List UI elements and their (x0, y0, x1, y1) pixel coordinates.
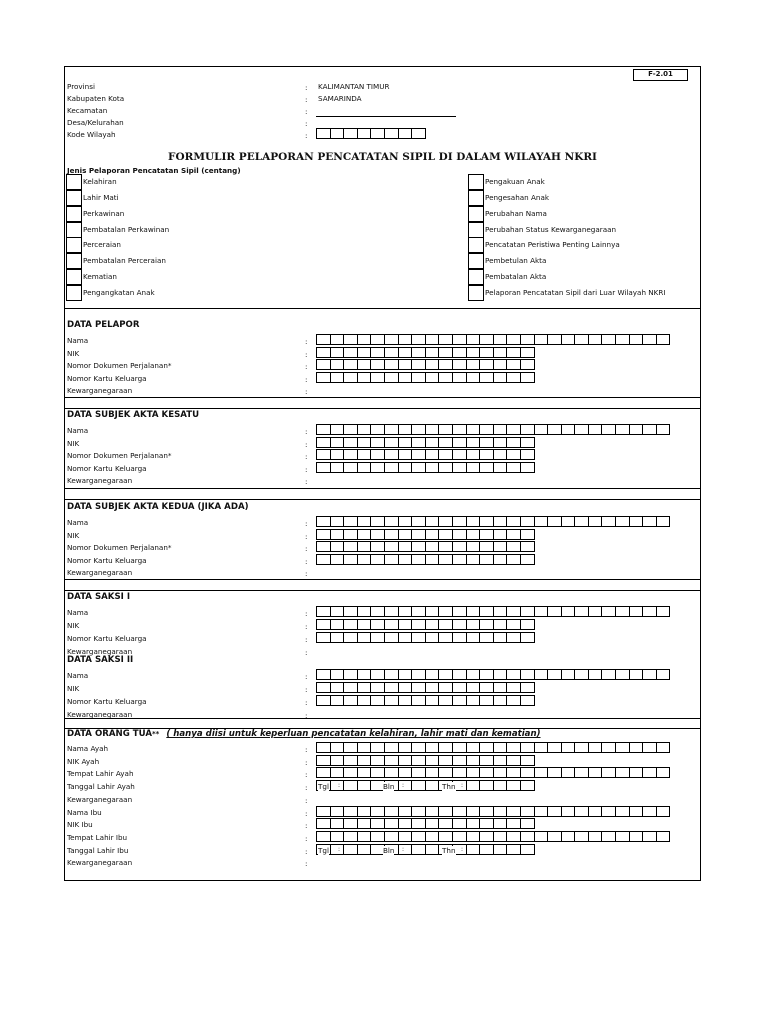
divider (64, 590, 701, 591)
colon: : (305, 808, 308, 818)
kabupaten-value: SAMARINDA (318, 94, 362, 103)
colon: : (305, 337, 308, 346)
saksi1-field-label: Nomor Kartu Keluarga (67, 634, 147, 643)
saksi2-input-2[interactable] (316, 695, 535, 706)
pelapor-field-label: Kewarganegaraan (67, 386, 133, 395)
subjek1-field-label: Nama (67, 426, 89, 435)
colon: : (305, 757, 308, 767)
colon: : (305, 439, 308, 449)
pelapor-field-label: Nomor Kartu Keluarga (67, 373, 147, 383)
ortu-field-label: Nama Ibu (67, 807, 102, 817)
checkbox-left-5[interactable] (66, 253, 82, 269)
jenis-label: Jenis Pelaporan Pencatatan Sipil (centang) (67, 166, 241, 175)
ortu-date-8[interactable] (316, 844, 535, 855)
colon: : (305, 846, 308, 856)
colon: : (305, 609, 308, 618)
pelapor-field-label: Nama (67, 336, 89, 345)
jenis-right-label: Pelaporan Pencatatan Sipil dari Luar Wilayah NKRI (485, 288, 666, 297)
date-sep: : (402, 845, 405, 853)
form-title: FORMULIR PELAPORAN PENCATATAN SIPIL DI DALAM WILAYAH NKRI (168, 151, 597, 163)
saksi1-title: DATA SAKSI I (67, 592, 131, 602)
subjek2-input-1[interactable] (316, 529, 535, 540)
jenis-left-label: Perkawinan (83, 209, 125, 218)
thn-label: Thn (442, 845, 456, 855)
pelapor-input-2[interactable] (316, 359, 535, 370)
saksi1-input-2[interactable] (316, 632, 535, 643)
divider (64, 308, 701, 309)
jenis-left-label: Pembatalan Perkawinan (83, 225, 170, 234)
kode-wilayah-label: Kode Wilayah (67, 130, 116, 139)
ortu-field-label: Tanggal Lahir Ibu (67, 845, 129, 855)
colon: : (305, 387, 308, 396)
jenis-left-label: Pengangkatan Anak (83, 288, 155, 297)
colon: : (305, 477, 308, 486)
provinsi-label: Provinsi (67, 82, 95, 91)
jenis-right-label: Perubahan Status Kewarganegaraan (485, 225, 617, 234)
jenis-left-label: Kematian (83, 272, 117, 281)
checkbox-left-7[interactable] (66, 285, 82, 301)
kecamatan-input[interactable] (316, 116, 456, 117)
colon: : (305, 362, 308, 371)
subjek1-field-label: Kewarganegaraan (67, 476, 133, 485)
ortu-title-mark: ** (152, 730, 160, 738)
colon: : (305, 745, 308, 754)
divider (64, 718, 701, 719)
colon: : (305, 83, 308, 92)
colon: : (305, 711, 308, 720)
checkbox-left-1[interactable] (66, 190, 82, 206)
ortu-title (67, 729, 541, 740)
checkbox-right-5[interactable] (468, 253, 484, 269)
saksi2-field-label: Nomor Kartu Keluarga (67, 697, 147, 706)
saksi1-field-label: NIK (67, 621, 80, 630)
colon: : (305, 556, 308, 566)
jenis-right-label: Pengesahan Anak (485, 193, 550, 202)
kecamatan-label: Kecamatan (67, 106, 108, 115)
tgl-label: Tgl (318, 845, 329, 855)
colon: : (305, 648, 308, 657)
colon: : (305, 131, 308, 140)
colon: : (305, 833, 308, 843)
pelapor-title: DATA PELAPOR (67, 320, 140, 330)
ortu-title-note: ( hanya diisi untuk keperluan pencatatan kelahiran, lahir mati dan kematian) (166, 729, 541, 739)
colon: : (305, 452, 308, 461)
colon: : (305, 569, 308, 578)
ortu-field-label: NIK Ibu (67, 820, 93, 830)
checkbox-right-6[interactable] (468, 269, 484, 285)
checkbox-left-0[interactable] (66, 174, 82, 190)
subjek2-field-label: Nama (67, 518, 89, 527)
pelapor-field-label: NIK (67, 348, 80, 358)
subjek2-field-label: NIK (67, 530, 80, 540)
date-sep: : (338, 845, 341, 853)
pelapor-input-1[interactable] (316, 347, 535, 358)
colon: : (305, 544, 308, 553)
colon: : (305, 821, 308, 831)
colon: : (305, 672, 308, 681)
jenis-right-label: Pembatalan Akta (485, 272, 547, 281)
checkbox-left-2[interactable] (66, 206, 82, 222)
colon: : (305, 119, 308, 128)
ortu-field-label: Tempat Lahir Ayah (67, 769, 134, 779)
form-code: F-2.01 (648, 70, 673, 78)
subjek1-title: DATA SUBJEK AKTA KESATU (67, 410, 200, 420)
date-sep: : (338, 782, 341, 790)
divider (64, 579, 701, 580)
divider (64, 408, 701, 409)
kode-wilayah-cells[interactable] (316, 128, 426, 139)
kabupaten-label: Kabupaten Kota (67, 94, 125, 103)
subjek1-input-0[interactable] (316, 424, 670, 435)
colon: : (305, 349, 308, 359)
ortu-field-label: Nama Ayah (67, 744, 109, 753)
subjek2-field-label: Nomor Kartu Keluarga (67, 555, 147, 565)
subjek2-title: DATA SUBJEK AKTA KEDUA (JIKA ADA) (67, 502, 249, 512)
colon: : (305, 107, 308, 116)
date-sep: : (402, 782, 405, 790)
ortu-field-label: Tempat Lahir Ibu (67, 832, 128, 842)
divider (64, 499, 701, 500)
subjek1-field-label: Nomor Dokumen Perjalanan* (67, 451, 172, 460)
colon: : (305, 795, 308, 805)
subjek2-input-0[interactable] (316, 516, 670, 527)
colon: : (305, 531, 308, 541)
colon: : (305, 685, 308, 694)
colon: : (305, 783, 308, 793)
thn-label: Thn (442, 782, 456, 792)
pelapor-input-3[interactable] (316, 372, 535, 383)
saksi2-title: DATA SAKSI II (67, 655, 134, 665)
ortu-title-text: DATA ORANG TUA (67, 729, 152, 739)
ortu-field-label: Kewarganegaraan (67, 794, 133, 804)
checkbox-right-2[interactable] (468, 206, 484, 222)
jenis-right-label: Pencatatan Peristiwa Penting Lainnya (485, 240, 620, 249)
checkbox-left-3[interactable] (66, 222, 82, 238)
subjek1-field-label: NIK (67, 438, 80, 448)
ortu-input-6[interactable] (316, 818, 535, 829)
checkbox-left-4[interactable] (66, 237, 82, 253)
pelapor-field-label: Nomor Dokumen Perjalanan* (67, 361, 172, 370)
colon: : (305, 859, 308, 869)
subjek1-input-3[interactable] (316, 462, 535, 473)
colon: : (305, 95, 308, 104)
ortu-input-1[interactable] (316, 755, 535, 766)
checkbox-right-1[interactable] (468, 190, 484, 206)
subjek2-field-label: Kewarganegaraan (67, 568, 133, 577)
colon: : (305, 464, 308, 474)
jenis-left-label: Kelahiran (83, 177, 117, 186)
jenis-left-label: Pembatalan Perceraian (83, 256, 166, 265)
date-sep: : (461, 782, 464, 790)
saksi1-input-1[interactable] (316, 619, 535, 630)
colon: : (305, 635, 308, 644)
subjek1-input-1[interactable] (316, 437, 535, 448)
desa-label: Desa/Kelurahan (67, 118, 124, 127)
divider (64, 488, 701, 489)
checkbox-right-0[interactable] (468, 174, 484, 190)
ortu-input-5[interactable] (316, 806, 670, 817)
provinsi-value: KALIMANTAN TIMUR (318, 82, 390, 91)
ortu-field-label: Kewarganegaraan (67, 858, 133, 868)
colon: : (305, 427, 308, 436)
ortu-date-3[interactable] (316, 780, 535, 791)
ortu-input-0[interactable] (316, 742, 670, 753)
saksi2-input-1[interactable] (316, 682, 535, 693)
divider (64, 397, 701, 398)
ortu-field-label: NIK Ayah (67, 756, 100, 766)
saksi1-input-0[interactable] (316, 606, 670, 617)
jenis-left-label: Perceraian (83, 240, 121, 249)
subjek2-input-3[interactable] (316, 554, 535, 565)
ortu-field-label: Tanggal Lahir Ayah (67, 782, 135, 792)
saksi1-field-label: Nama (67, 608, 89, 617)
ortu-input-7[interactable] (316, 831, 670, 842)
subjek1-field-label: Nomor Kartu Keluarga (67, 463, 147, 473)
jenis-right-label: Perubahan Nama (485, 209, 547, 218)
date-sep: : (461, 845, 464, 853)
jenis-right-label: Pengakuan Anak (485, 177, 545, 186)
checkbox-left-6[interactable] (66, 269, 82, 285)
jenis-left-label: Lahir Mati (83, 193, 119, 202)
subjek2-field-label: Nomor Dokumen Perjalanan* (67, 543, 172, 552)
subjek2-input-2[interactable] (316, 541, 535, 552)
colon: : (305, 374, 308, 384)
subjek1-input-2[interactable] (316, 449, 535, 460)
colon: : (305, 698, 308, 707)
checkbox-right-7[interactable] (468, 285, 484, 301)
ortu-input-2[interactable] (316, 767, 670, 778)
saksi2-input-0[interactable] (316, 669, 670, 680)
saksi2-field-label: NIK (67, 684, 80, 693)
checkbox-right-4[interactable] (468, 237, 484, 253)
saksi2-field-label: Kewarganegaraan (67, 710, 133, 719)
saksi2-field-label: Nama (67, 671, 89, 680)
bln-label: Bln (383, 845, 395, 855)
colon: : (305, 622, 308, 631)
bln-label: Bln (383, 782, 395, 792)
colon: : (305, 770, 308, 780)
saksi1-field-label: Kewarganegaraan (67, 647, 133, 656)
jenis-right-label: Pembetulan Akta (485, 256, 547, 265)
colon: : (305, 519, 308, 528)
tgl-label: Tgl (318, 782, 329, 792)
pelapor-input-0[interactable] (316, 334, 670, 345)
checkbox-right-3[interactable] (468, 222, 484, 238)
